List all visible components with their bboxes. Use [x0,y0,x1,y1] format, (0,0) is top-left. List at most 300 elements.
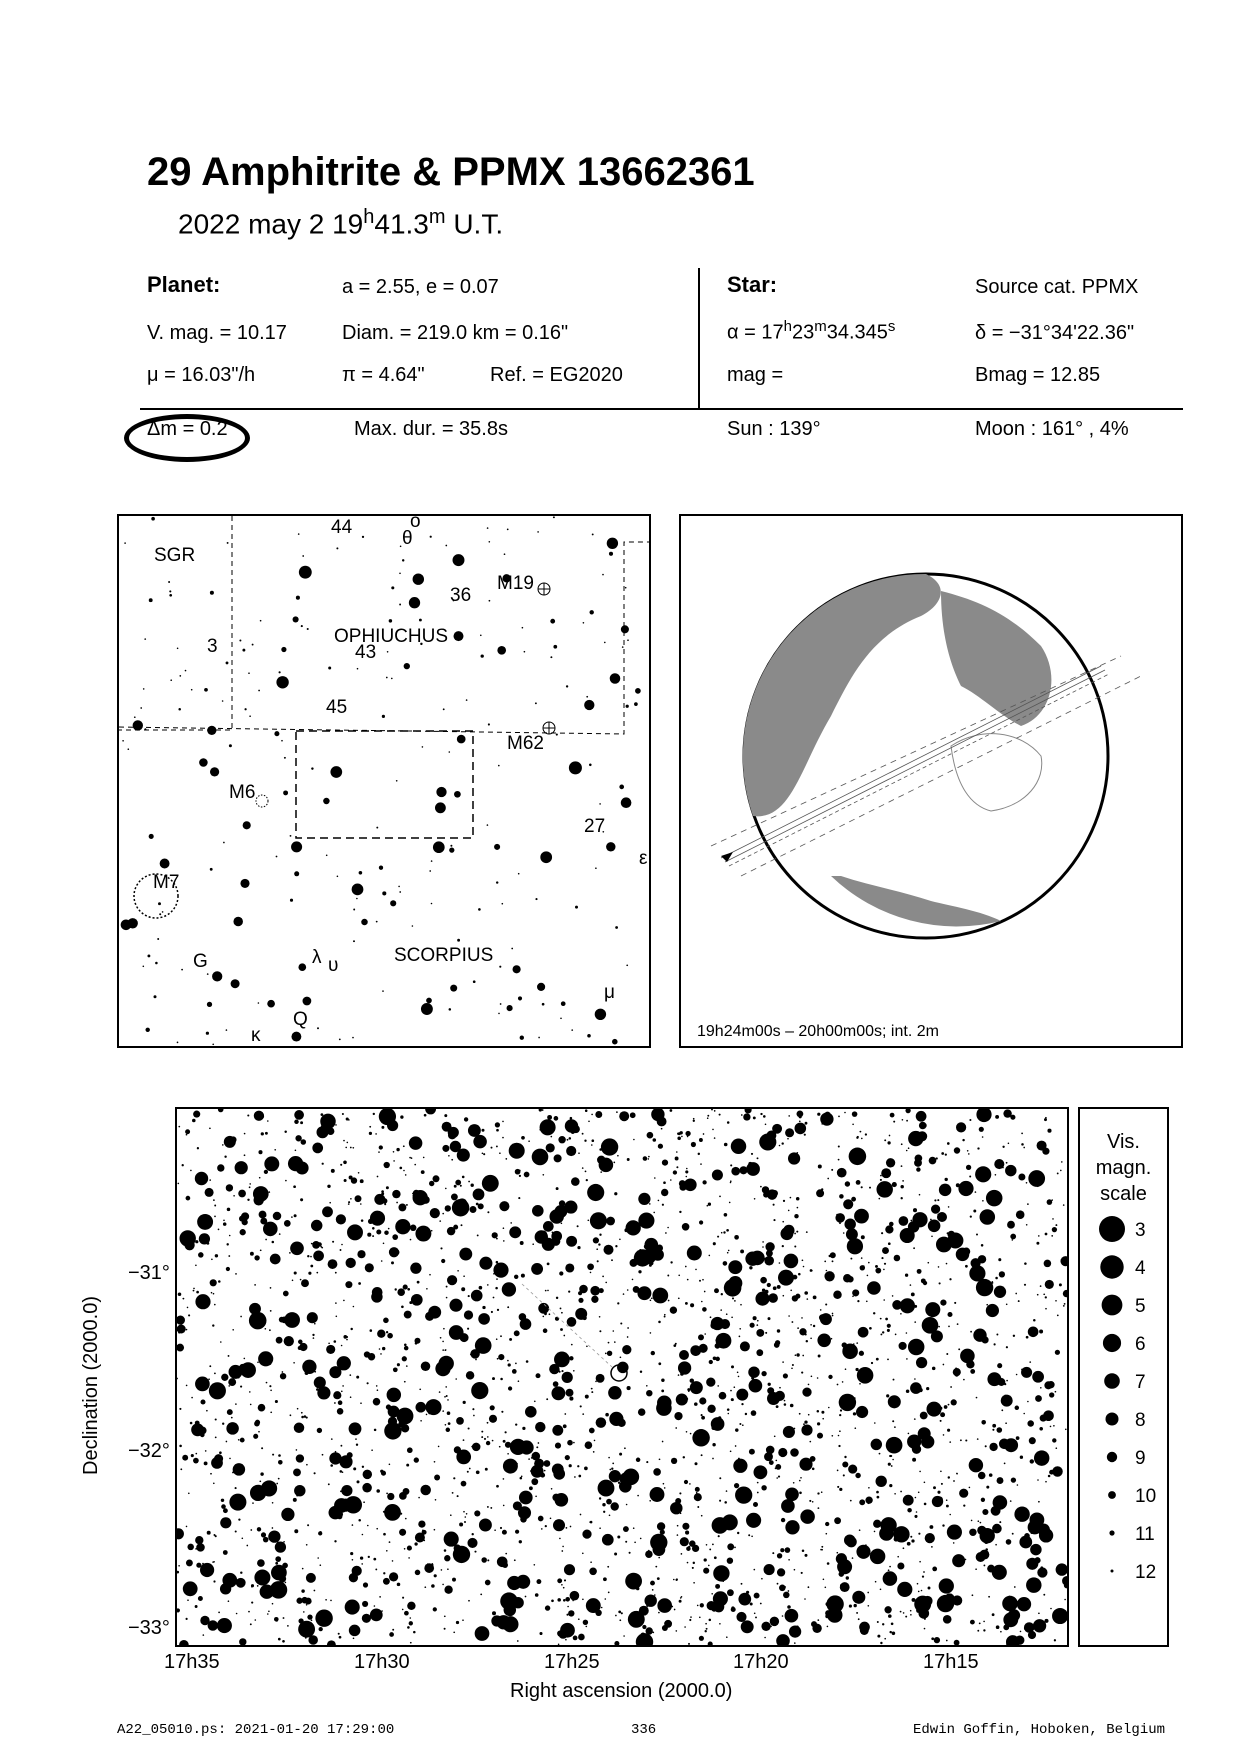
star-dot [296,1494,298,1496]
star-dot [981,1244,984,1247]
star-dot [487,527,489,529]
star-dot [1039,1330,1043,1334]
star-dot [817,1433,823,1439]
star-dot [498,765,500,767]
star-dot [491,1311,493,1313]
star-dot [192,1119,196,1123]
star-dot [854,1209,869,1224]
star-dot [391,678,393,680]
star-dot [728,1413,730,1415]
star-dot [972,1594,974,1596]
star-dot [279,1233,281,1235]
star-dot [832,1315,834,1317]
footer-page-number: 336 [631,1722,657,1738]
star-dot [463,1511,465,1513]
star-dot [187,1307,189,1309]
star-dot [719,1114,721,1116]
star-dot [794,1569,796,1571]
star-dot [536,1373,541,1378]
star-dot [292,1280,294,1282]
star-dot [816,1189,824,1197]
star-dot [515,1423,517,1425]
star-dot [439,1391,441,1393]
star-dot [446,1286,448,1288]
star-dot [496,1261,499,1264]
star-dot [750,1251,765,1266]
star-dot [926,1445,928,1447]
star-dot [561,1550,563,1552]
star-dot [831,1169,833,1171]
star-dot [677,1137,681,1141]
star-dot [686,1431,688,1433]
star-dot [692,1429,709,1446]
star-dot [433,841,445,853]
star-dot [444,1615,446,1617]
star-dot [876,1358,879,1361]
label-m19: M19 [497,573,534,594]
field-ylabel-text: Declination (2000.0) [80,1296,102,1475]
star-dot [276,1337,283,1344]
star-dot [276,1540,279,1543]
star-dot [553,645,557,649]
star-dot [294,1271,297,1274]
star-dot [406,1464,409,1467]
star-dot [739,1328,741,1330]
star-dot [606,1499,612,1505]
star-dot [404,1346,409,1351]
star-dot [991,1282,993,1284]
star-dot [650,1487,665,1502]
star-dot [821,1188,823,1190]
star-dot [757,1157,759,1159]
star-dot [679,1492,681,1494]
star-dot [1051,1235,1053,1237]
star-dot [222,1423,224,1425]
star-dot [278,1638,281,1641]
star-dot [478,1203,484,1209]
star-dot [919,1194,921,1196]
star-dot [500,1003,502,1005]
star-dot [719,1500,721,1502]
star-dot [680,1513,682,1515]
star-dot [940,1420,942,1422]
star-dot [446,1146,448,1148]
star-dot [253,1434,258,1439]
star-dot [343,1300,345,1302]
field-of-view-box [296,731,473,838]
star-dot [313,1250,324,1261]
star-dot [528,1458,530,1460]
star-dot [547,1115,552,1120]
star-dot [457,939,460,942]
star-dot [667,1227,669,1229]
star-dot [213,1483,215,1485]
star-dot [956,1183,960,1187]
star-dot [518,873,520,875]
legend-dot-mag-8 [1106,1413,1119,1426]
star-dot [612,1039,618,1045]
star-dot [923,1571,925,1573]
star-dot [689,1483,691,1485]
star-dot [389,619,392,622]
star-dot [224,1156,226,1158]
star-dot [954,1640,960,1645]
ra-tick-1720: 17h20 [733,1651,789,1673]
star-dot [243,821,251,829]
star-dot [1021,1143,1024,1146]
star-dot [783,1200,785,1202]
star-dot [674,1609,676,1611]
star-dot [788,1559,790,1561]
star-dot [724,1143,728,1147]
star-dot [386,1550,388,1552]
star-dot [393,1151,395,1153]
star-dot [888,1463,891,1466]
star-dot [681,1136,683,1138]
star-dot [626,1504,628,1506]
star-dot [611,1259,613,1261]
star-dot [1018,1173,1025,1180]
star-dot [965,1559,967,1561]
star-dot [701,1454,703,1456]
star-dot [489,1415,497,1423]
star-dot [880,1642,882,1644]
star-dot [992,1424,996,1428]
star-dot [637,1495,639,1497]
star-dot [924,1628,926,1630]
star-dot [356,1376,359,1379]
star-dot [591,1391,593,1393]
star-dot [532,1149,549,1166]
legend-dot-mag-7 [1104,1373,1120,1389]
star-dot [232,1329,234,1331]
star-dot [496,1145,498,1147]
legend-label-mag-6: 6 [1135,1334,1146,1355]
star-dot [602,574,604,576]
star-dot [202,1563,204,1565]
star-dot [839,1414,841,1416]
star-dot [678,1374,680,1376]
star-dot [434,1461,436,1463]
star-dot [196,1543,205,1552]
star-dot [687,1388,690,1391]
star-dot [1017,1597,1031,1611]
star-dot [149,598,153,602]
star-dot [890,1113,895,1118]
star-dot [901,1197,903,1199]
star-dot [470,1354,472,1356]
star-dot [269,1329,271,1331]
star-dot [614,1341,616,1343]
star-dot [584,700,594,710]
star-dot [940,1299,946,1305]
star-dot [971,1520,973,1522]
star-dot [532,1205,544,1217]
star-dot [457,1495,459,1497]
star-dot [360,1179,364,1183]
star-dot [817,1410,820,1413]
star-dot [302,555,304,557]
star-dot [1043,1293,1045,1295]
star-dot [396,1148,399,1151]
star-dot [1020,1631,1022,1633]
star-dot [404,1344,407,1347]
star-dot [817,1507,819,1509]
star-dot [143,688,145,690]
star-dot [340,1164,342,1166]
star-dot [886,1437,903,1454]
star-dot [731,1139,747,1155]
star-dot [317,1126,329,1138]
star-dot [914,1159,922,1167]
star-dot [415,1402,426,1413]
star-dot [363,1582,368,1587]
star-dot [208,1620,218,1630]
star-dot [732,1297,734,1299]
star-dot [472,1443,481,1452]
star-dot [352,1147,354,1149]
star-dot [179,1640,189,1645]
star-dot [621,1612,623,1614]
globe-panel [679,514,1183,1048]
star-dot [538,1037,540,1039]
star-dot [379,866,383,870]
star-dot [565,1119,578,1132]
star-dot [749,1379,763,1393]
star-dot [414,1542,417,1545]
star-dot [361,1219,364,1222]
star-dot [215,1254,218,1257]
star-dot [429,870,431,872]
star-dot [945,1178,948,1181]
star-dot [574,1476,576,1478]
star-dot [906,1150,908,1152]
star-dot [583,622,585,624]
star-dot [520,1241,524,1245]
star-dot [874,1422,876,1424]
star-dot [779,1387,781,1389]
star-bmag: Bmag = 12.85 [975,364,1101,386]
star-dot [673,1579,675,1581]
star-dot [301,1139,307,1145]
star-dot [397,1288,405,1296]
star-dot [447,1399,449,1401]
star-dot [505,1158,507,1160]
star-dot [694,1462,697,1465]
star-dot [389,1541,391,1543]
star-dot [702,1279,704,1281]
star-dot [810,1338,812,1340]
star-dot [195,1240,198,1243]
star-dot [599,1234,601,1236]
star-dot [893,1526,909,1542]
star-dot [773,1204,775,1206]
star-dot [352,1524,354,1526]
star-dot [418,1520,425,1527]
star-dot [314,1323,316,1325]
label-theta: θ [402,528,413,549]
star-dot [835,1213,845,1223]
star-dot [556,1297,558,1299]
star-dot [532,1452,541,1461]
star-dot [1063,1305,1065,1307]
star-dot [502,1530,507,1535]
star-dot [647,1132,654,1139]
star-dot [258,1431,260,1433]
star-dot [982,1509,988,1515]
star-dot [296,1161,309,1174]
star-dot [307,1255,309,1257]
star-dot [839,1394,856,1411]
star-dot [618,1482,620,1484]
star-dot [481,1431,483,1433]
star-dot [244,1358,246,1360]
star-dot [560,1328,563,1331]
star-dot [754,1569,756,1571]
star-dot [832,1260,834,1262]
star-dot [781,1499,795,1513]
ra-tick-1715: 17h15 [923,1651,979,1673]
star-dot [608,1386,622,1400]
star-dot [780,1548,784,1552]
label-ophiuchus: OPHIUCHUS [334,626,449,647]
star-dot [331,1169,335,1173]
star-dot [1000,1382,1002,1384]
star-dot [920,1412,928,1420]
star-dot [362,1614,371,1623]
star-dot [467,1328,469,1330]
ra-minute-unit: m [814,318,827,335]
star-dot [512,1369,517,1374]
star-dot [415,1342,418,1345]
star-dot [358,1282,361,1285]
star-dot [500,1527,502,1529]
star-dot [977,1630,979,1632]
star-dot [654,1594,656,1596]
star-dot [1032,1581,1034,1583]
star-dot [828,1407,830,1409]
star-dot [800,1477,802,1479]
star-dot [868,1605,870,1607]
star-dot [707,1205,709,1207]
star-dot [912,1212,927,1227]
star-dot [480,1593,482,1595]
star-dot [818,1355,821,1358]
star-dot [564,1564,575,1575]
star-dot [258,1002,260,1004]
star-dot [261,1447,263,1449]
star-dot [599,1158,614,1173]
star-dot [368,1556,370,1558]
star-dot [522,1427,525,1430]
star-dot [498,1621,501,1624]
star-dot [986,1190,1003,1207]
star-dot [882,1331,884,1333]
star-dot [478,1313,490,1325]
star-dot [992,1565,1007,1580]
star-dot [1004,1463,1006,1465]
star-dot [890,1455,892,1457]
date-prefix: 2022 may 2 19 [178,208,364,240]
star-dot [254,1195,264,1205]
star-dot [270,1411,272,1413]
star-dot [648,1156,650,1158]
star-dot [652,1288,668,1304]
star-dot [128,748,130,750]
star-dot [750,1170,752,1172]
star-dot [382,1347,385,1350]
label-upsilon: υ [328,955,339,976]
star-dot [178,1565,180,1567]
star-dot [392,1234,398,1240]
star-dot [716,1333,732,1349]
star-dot [622,646,624,648]
star-dot [295,1150,297,1152]
star-dot [718,1602,720,1604]
star-dot [502,1282,516,1296]
star-dot [705,1623,707,1625]
date-suffix: U.T. [445,208,504,240]
star-dot [561,1001,566,1006]
star-dot [792,1364,794,1366]
star-dot [445,1205,451,1211]
label-45: 45 [326,697,348,718]
path-direction-arrow-icon [721,852,733,862]
star-dot [362,1601,368,1607]
star-dot [552,1226,554,1228]
star-dot [509,1226,521,1238]
star-dot [534,1564,536,1566]
star-dot [727,1558,733,1564]
star-dot [505,1431,507,1433]
star-dot [186,1196,191,1201]
star-dot [916,1511,918,1513]
star-dot [299,1343,307,1351]
star-dot [335,1302,337,1304]
star-dot [687,1279,689,1281]
star-dot [707,1115,709,1117]
star-dot [698,1153,700,1155]
star-dot [652,1589,654,1591]
star-dot [542,1109,544,1111]
star-dot [846,1536,857,1547]
star-dot [775,1460,777,1462]
star-dot [711,1417,725,1431]
star-dot [503,1440,506,1443]
star-dot [889,1484,892,1487]
star-dot [996,1625,1000,1629]
star-dot [1027,1420,1034,1427]
star-dot [1018,1300,1020,1302]
star-dot [334,1340,337,1343]
legend-dot-mag-12 [1111,1570,1114,1573]
star-dot [812,1501,814,1503]
star-dot [177,1528,184,1539]
star-dot [976,1397,978,1399]
star-dot [856,1342,858,1344]
star-dot [510,1222,512,1224]
star-dot [579,1285,588,1294]
star-dot [941,1152,944,1155]
star-dot [376,921,378,923]
star-dot [444,1114,447,1117]
star-dot [374,1605,376,1607]
star-dot [228,1355,230,1357]
star-dot [1055,1300,1057,1302]
star-dot [387,1493,394,1500]
star-dot [193,1288,195,1290]
star-dot [566,1527,568,1529]
